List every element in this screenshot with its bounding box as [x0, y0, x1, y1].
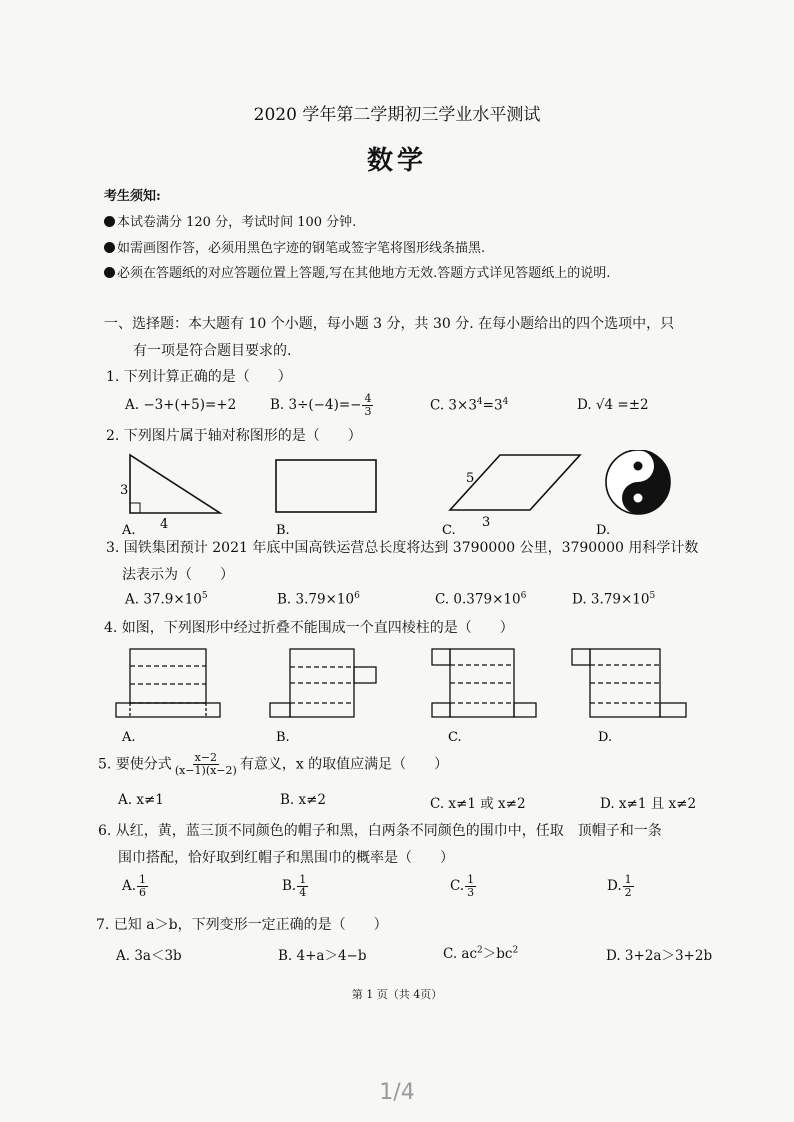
- page-footer: 第 1 页（共 4页）: [351, 988, 443, 1001]
- question-6-stem: 6. 从红，黄，蓝三顶不同颜色的帽子和黑，白两条不同颜色的围巾中，任取 顶帽子和一条: [98, 823, 662, 839]
- tri-label-3: 3: [120, 483, 129, 498]
- q5-option-b: B. x≠2: [280, 792, 327, 808]
- net-b: [270, 649, 376, 717]
- q7-option-a: A. 3a＜3b: [116, 948, 182, 964]
- q2-label-d: D.: [596, 523, 611, 538]
- notice-item: 本试卷满分 120 分，考试时间 100 分钟.: [104, 211, 356, 230]
- q4-nets: [110, 645, 700, 745]
- para-label-3: 3: [482, 515, 491, 530]
- question-2-stem: 2. 下列图片属于轴对称图形的是（ ）: [106, 428, 362, 444]
- tri-label-4: 4: [160, 517, 169, 532]
- q6-option-a: A. $\frac{1}{6}$: [122, 873, 147, 899]
- exam-title: 2020 学年第二学期初三学业水平测试: [253, 105, 541, 125]
- notice-item: 必须在答题纸的对应答题位置上答题,写在其他地方无效.答题方式详见答题纸上的说明.: [104, 262, 610, 281]
- question-7-stem: 7. 已知 a＞b，下列变形一定正确的是（ ）: [96, 917, 388, 933]
- q3-option-a: A. $37.9\times 10^5$: [125, 591, 208, 608]
- question-3-stem: 3. 国铁集团预计 2021 年底中国高铁运营总长度将达到 3790000 公里，3790000 用科学计数: [106, 540, 699, 556]
- q1-option-d: D. √4 =±2: [577, 397, 649, 413]
- q2-label-c: C.: [442, 523, 456, 538]
- q6-option-c: C. $\frac{1}{3}$: [450, 873, 475, 899]
- q5-option-d: D. x≠1 且 x≠2: [600, 796, 697, 812]
- q7-option-b: B. 4+a＞4−b: [278, 948, 367, 964]
- q1-option-a: A. −3+(+5)=+2: [125, 397, 237, 413]
- bullet-icon: [104, 267, 115, 278]
- q3-option-c: C. $0.379\times 10^6$: [435, 591, 527, 608]
- section-heading-cont: 有一项是符合题目要求的.: [133, 343, 292, 359]
- section-heading: 一、选择题：本大题有 10 个小题，每小题 3 分，共 30 分. 在每小题给出的四个选项中，只: [104, 316, 675, 332]
- page-indicator: 1/4: [379, 1080, 415, 1105]
- question-1-stem: 1. 下列计算正确的是（ ）: [106, 369, 292, 385]
- q2-label-a: A.: [122, 523, 136, 538]
- bullet-icon: [104, 216, 115, 227]
- q5-option-a: A. x≠1: [118, 792, 164, 808]
- q6-option-b: B. $\frac{1}{4}$: [282, 873, 307, 899]
- q7-option-c: C. $ac^2>bc^2$: [443, 945, 519, 962]
- q4-label-c: C.: [448, 730, 462, 745]
- q6-option-d: D. $\frac{1}{2}$: [607, 873, 632, 899]
- right-triangle-figure: [120, 455, 220, 532]
- subject-title: 数学: [366, 146, 427, 176]
- rectangle-figure: [276, 460, 376, 512]
- q3-option-b: B. $3.79\times 10^6$: [277, 591, 360, 608]
- q3-option-d: D. $3.79\times 10^5$: [572, 591, 656, 608]
- q2-figures: [110, 450, 710, 540]
- notice-heading: 考生须知:: [104, 189, 161, 204]
- yin-yang-icon: [606, 450, 670, 514]
- q4-label-a: A.: [122, 730, 136, 745]
- bullet-icon: [104, 242, 115, 253]
- question-5-stem: 5. 要使分式 $\frac{x-2}{(x-1)(x-2)}$ 有意义，x 的取值应满足（ ）: [98, 751, 449, 777]
- question-6-stem-cont: 围巾搭配，恰好取到红帽子和黑围巾的概率是（ ）: [118, 850, 454, 866]
- q7-option-d: D. 3+2a＞3+2b: [606, 948, 713, 964]
- q1-option-b: B. 3÷(−4)=− $\frac{4}{3}$: [270, 392, 372, 418]
- para-label-5: 5: [466, 471, 475, 486]
- parallelogram-figure: [450, 455, 580, 530]
- notice-item: 如需画图作答，必须用黑色字迹的钢笔或签字笔将图形线条描黑.: [104, 237, 485, 256]
- q1-option-c: C. $3\times 3^4=3^4$: [430, 397, 509, 414]
- q4-label-d: D.: [598, 730, 613, 745]
- net-a: [116, 649, 220, 717]
- question-4-stem: 4. 如图，下列图形中经过折叠不能围成一个直四棱柱的是（ ）: [104, 620, 514, 636]
- q2-label-b: B.: [276, 523, 290, 538]
- net-c: [432, 649, 536, 717]
- net-d: [572, 649, 686, 717]
- q4-label-b: B.: [276, 730, 290, 745]
- question-3-stem-cont: 法表示为（ ）: [122, 567, 234, 583]
- q5-option-c: C. x≠1 或 x≠2: [430, 796, 526, 812]
